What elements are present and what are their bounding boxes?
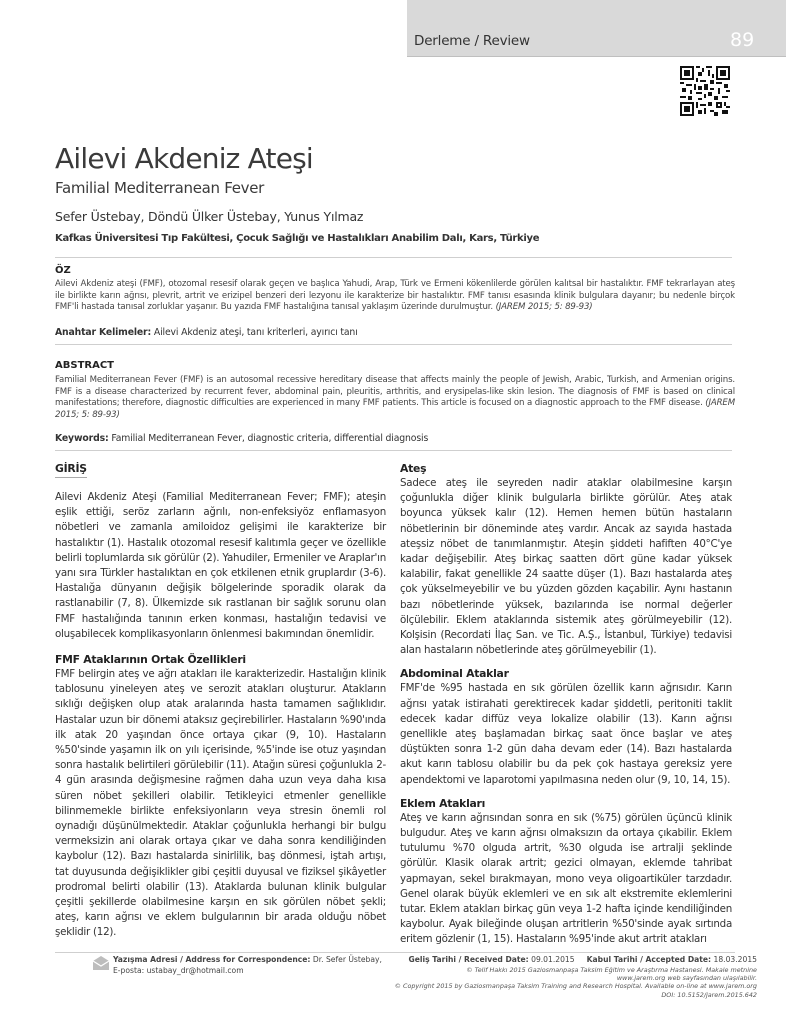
copyright-block — [395, 966, 757, 999]
abstract-text — [55, 375, 735, 421]
left-column — [55, 461, 386, 941]
joint-paragraph: Ateş ve karın ağrısından sonra en sık (%75) görülen üçüncü klinik bulgudur. Ateş ve karın ağrısı olmaksızın da ortaya çıkabilir. Eklem tutulumu %70 olguda artrit, %30 olguda ise artralji şeklinde görülür. Klasik olarak artrit; gezici olmayan, eklemde tahribat yapmayan, sekel bırakmayan, mono veya oligoartiküler tarzdadır. Genel olarak büyük eklemleri ve en sık alt ekstremite eklemlerini tutar. Eklem atakları birkaç gün veya 1-2 hafta içinde kendiliğinden kaybolur. Ayak bileğinde oluşan artritlerin %50'sinde ayak sırtında eritem gözlenir (1, 15). Hastaların %95'inde akut artrit atakları — [400, 811, 732, 946]
section-label: Derleme / Review — [414, 33, 530, 49]
features-paragraph: FMF belirgin ateş ve ağrı atakları ile karakterizedir. Hastalığın klinik tablosunu yineleyen ateş ve serozit atakları oluşturur. Atakların sıklığı değişken olup atak aralarında hasta tamamen sağlıklıdır. Hastalar uzun bir dönemi ataksız geçirebilirler. Hastaların %90'ında ilk atak 20 yaşından önce ortaya çıkar (9, 10). Hastaların %50'sinde yaşamın ilk on yılı içerisinde, %5'inde ise otuz yaşından sonra hastalık belirtileri görülebilir (11). Atağın süresi çoğunlukla 2-4 gün arasında değişmesine rağmen daha uzun veya daha kısa süren nöbet şekilleri olabilir. Tetikleyici etmenler genellikle bilinmemekle birlikte enfeksiyonların veya stresin önemli rol oynadığı düşünülmektedir. Ataklar çoğunlukla herhangi bir bulgu vermeksizin ani olarak ortaya çıkar ve daha sonra kendiliğinden kaybolur (12). Bazı hastalarda sinirlilik, baş dönmesi, iştah artışı, tat duyusunda değişiklikler gibi çeşitli duyusal ve fiziksel şikâyetler prodromal belirti olabilir (13). Ataklarda bulunan klinik bulgular çeşitli şekillerde olabilmesine karşın en sık görülen nöbet şekli; ateş, karın ağrısı ve eklem bulgularının bir arada olduğu nöbet şeklidir (12). — [55, 668, 386, 939]
correspondence — [113, 955, 382, 976]
received-label: Geliş Tarihi / Received Date: — [408, 955, 529, 964]
header-divider — [407, 56, 786, 57]
oz-keywords-label: Anahtar Kelimeler: — [55, 327, 152, 338]
article-affiliation: Kafkas Üniversitesi Tıp Fakültesi, Çocuk Sağlığı ve Hastalıkları Anabilim Dalı, Kars, Türkiye — [55, 233, 540, 244]
intro-heading: GİRİŞ — [55, 461, 87, 478]
qr-code-icon — [680, 66, 730, 116]
correspondence-name: Dr. Sefer Üstebay, — [312, 955, 382, 964]
abstract-heading: ABSTRACT — [55, 360, 114, 371]
abstract-body: Familial Mediterranean Fever (FMF) is an autosomal recessive hereditary disease that affects mainly the people of Jewish, Arabic, Turkish, and Armenian origins. FMF is a disease characterized by recurrent fever, abdominal pain, pleuritis, arthritis, and erysipelas-like skin lesion. The diagnosis of FMF is based on clinical manifestations; therefore, diagnostic difficulties are experienced in many FMF patients. This article is focused on a diagnostic approach to the FMF disease. — [55, 375, 735, 408]
intro-paragraph: Ailevi Akdeniz Ateşi (Familial Mediterranean Fever; FMF); ateşin eşlik ettiği, seröz zarların ağrılı, non-enfeksiyöz enflamasyon nöbetleri ve zamanla amiloidoz gelişimi ile karakterize bir hastalıktır (1). Hastalık otozomal resesif kalıtımla geçer ve özellikle belirli toplumlarda sık görülür (2). Yahudiler, Ermeniler ve Araplar'ın yanı sıra Türkler hastalıktan en çok etkilenen etnik gruplardır (3-6). Hastalığa dünyanın değişik bölgelerinde sporadik olarak da rastlanabilir (7, 8). Ülkemizde sık rastlanan bir sağlık sorunu olan FMF hastalığında tanının erken konması, hastalığın tedavisi ve oluşabilecek komplikasyonların önlenmesi bakımından önemlidir. — [55, 491, 386, 640]
footer-divider — [55, 952, 735, 953]
copyright-tr-url: www.jarem.org web sayfasından ulaşılabilir. — [616, 974, 757, 983]
article-title: Ailevi Akdeniz Ateşi — [55, 142, 313, 175]
oz-keywords — [55, 327, 358, 338]
article-dates — [409, 955, 757, 964]
abdominal-paragraph: FMF'de %95 hastada en sık görülen özellik karın ağrısıdır. Karın ağrısı yatak istirahati gerektirecek kadar şiddetli, peritoniti taklit edecek kadar diffüz veya lokalize olabilir (13). Karın ağrısı genellikle ateş başlamadan birkaç saat önce başlar ve ateş düştükten sonra 1-2 gün daha devam eder (14). Bazı hastalarda akut karın tablosu olabilir bu da pek çok hastaya gereksiz yere apendektomi ve laparotomi yapılmasına neden olur (9, 10, 14, 15). — [400, 682, 732, 786]
fever-paragraph: Sadece ateş ile seyreden nadir ataklar olabilmesine karşın çoğunlukla diğer klinik bulgularla birlikte görülür. Ateş atak boyunca yüksek kalır (12). Hemen hemen bütün hastaların nöbetlerinin bir döneminde ateş vardır. Ancak az sayıda hastada ateşsiz nöbet de tanımlanmıştır. Ateşin şiddeti hafiften 40°C'ye kadar değişebilir. Ateş birkaç saatten dört güne kadar yüksek kalabilir, fakat genellikle 24 saatte düşer (1). Bazı hastalarda ateş çok yükselmeyebilir ve bu yüzden gözden kaçabilir. Aynı hastanın bazı nöbetlerinde yüksek, bazılarında ise normal değerler ölçülebilir. Eklem ataklarında sistemik ateş görülmeyebilir (12). Kolşisin (Recordati İlaç San. ve Tic. A.Ş., İstanbul, Türkiye) tedavisi alan hastaların nöbetlerinde ateş görülmeyebilir (1). — [400, 477, 732, 657]
oz-text — [55, 279, 735, 314]
abdominal-heading: Abdominal Ataklar — [400, 667, 509, 681]
abstract-citation: (JAREM 2015; 5: 89-93) — [55, 398, 735, 420]
correspondence-label: Yazışma Adresi / Address for Correspondence: — [113, 955, 311, 964]
article-subtitle: Familial Mediterranean Fever — [55, 179, 265, 197]
correspondence-email: E-posta: ustabay_dr@hotmail.com — [113, 965, 244, 975]
oz-body: Ailevi Akdeniz ateşi (FMF), otozomal resesif olarak geçen ve başlıca Yahudi, Arap, Türk ve Ermeni kökenlilerde görülen kalıtsal bir hastalıktır. FMF tekrarlayan ateş ile birlikte karın ağrısı, plevrit, artrit ve erizipel benzeri deri lezyonu ile karakterize bir hastalıktır. FMF tanısı esasında klinik bulgulara dayanır; bu nedenle birçok FMF'li hastada tanısal zorluklar yaşanır. Bu yazıda FMF hastalığına tanısal yaklaşım üzerinde durulmuştur. — [55, 279, 735, 312]
accepted-label: Kabul Tarihi / Accepted Date: — [586, 955, 712, 964]
abstract-keywords-label: Keywords: — [55, 433, 109, 444]
copyright-tr: © Telif Hakkı 2015 Gaziosmanpaşa Taksim Eğitim ve Araştırma Hastanesi. Makale metnine — [466, 966, 757, 974]
accepted-date: 18.03.2015 — [713, 955, 757, 964]
oz-citation: (JAREM 2015; 5: 89-93) — [495, 302, 593, 312]
abstract-keywords — [55, 433, 428, 444]
oz-heading: ÖZ — [55, 265, 71, 276]
envelope-icon — [92, 955, 110, 971]
page-number: 89 — [730, 29, 755, 51]
divider — [55, 344, 732, 345]
divider — [55, 257, 732, 258]
oz-keywords-text: Ailevi Akdeniz ateşi, tanı kriterleri, ayırıcı tanı — [153, 327, 358, 338]
abstract-keywords-text: Familial Mediterranean Fever, diagnostic criteria, differential diagnosis — [111, 433, 429, 444]
article-authors: Sefer Üstebay, Döndü Ülker Üstebay, Yunus Yılmaz — [55, 209, 364, 224]
right-column — [400, 461, 732, 948]
joint-heading: Eklem Atakları — [400, 796, 486, 810]
received-date: 09.01.2015 — [531, 955, 575, 964]
features-heading: FMF Ataklarının Ortak Özellikleri — [55, 653, 246, 667]
doi: DOI: 10.5152/jarem.2015.642 — [661, 990, 757, 999]
divider — [55, 450, 732, 451]
copyright-en: © Copyright 2015 by Gaziosmanpaşa Taksim Training and Research Hospital. Available on-line at www.jarem.org — [394, 982, 757, 991]
fever-heading: Ateş — [400, 462, 427, 475]
